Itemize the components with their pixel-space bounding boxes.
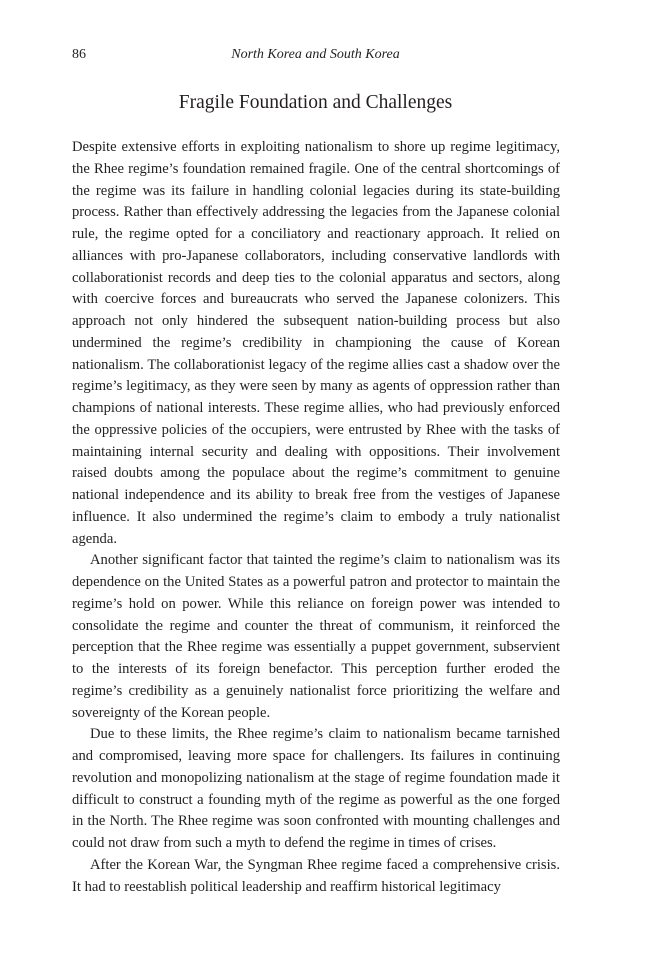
running-title: North Korea and South Korea [231, 47, 400, 62]
section-heading: Fragile Foundation and Challenges [178, 92, 453, 113]
running-head [72, 47, 559, 67]
page-number: 86 [72, 47, 86, 62]
body-text [72, 137, 560, 898]
paragraph-3: Due to these limits, the Rhee regime’s claim to nationalism became tarnished and compromised, leaving more space for challengers. Its failures in continuing revolution and monopolizing nationalism at the stage of regime foundation made it difficult to construct a founding myth of the regime as powerful as the one forged in the North. The Rhee regime was soon confronted with mounting challenges and could not draw from such a myth to defend the regime in times of crises. [72, 726, 560, 851]
paragraph-2: Another significant factor that tainted the regime’s claim to nationalism was its dependence on the United States as a powerful patron and protector to maintain the regime’s hold on power. While this reliance on foreign power was intended to consolidate the regime and counter the threat of communism, it reinforced the perception that the Rhee regime was essentially a puppet government, subservient to the interests of its foreign benefactor. This perception further eroded the regime’s credibility as a genuinely nationalist force prioritizing the welfare and sovereignty of the Korean people. [72, 552, 560, 721]
paragraph-4: After the Korean War, the Syngman Rhee regime faced a comprehensive crisis. It had to reestablish political leadership and reaffirm historical legitimacy [72, 856, 560, 895]
paragraph-1: Despite extensive efforts in exploiting nationalism to shore up regime legitimacy, the Rhee regime’s foundation remained fragile. One of the central shortcomings of the regime was its failure in handling colonial legacies during its state-building process. Rather than effectively addressing the legacies from the Japanese colonial rule, the regime opted for a conciliatory and reactionary approach. It relied on alliances with pro-Japanese collaborators, including conservative landlords with collaborationist records and deep ties to the colonial apparatus and sectors, along with coercive forces and bureaucrats who served the Japanese colonizers. This approach not only hindered the subsequent nation-building process but also undermined the regime’s credibility in championing the cause of Korean nationalism. The collaborationist legacy of the regime allies cast a shadow over the regime’s legitimacy, as they were seen by many as agents of oppression rather than champions of national interests. These regime allies, who had previously enforced the oppressive policies of the occupiers, were entrusted by Rhee with the tasks of maintaining internal security and dealing with oppositions. Their involvement raised doubts among the populace about the regime’s commitment to genuine national independence and its ability to break free from the vestiges of Japanese influence. It also undermined the regime’s claim to embody a truly nationalist agenda. [72, 139, 560, 547]
